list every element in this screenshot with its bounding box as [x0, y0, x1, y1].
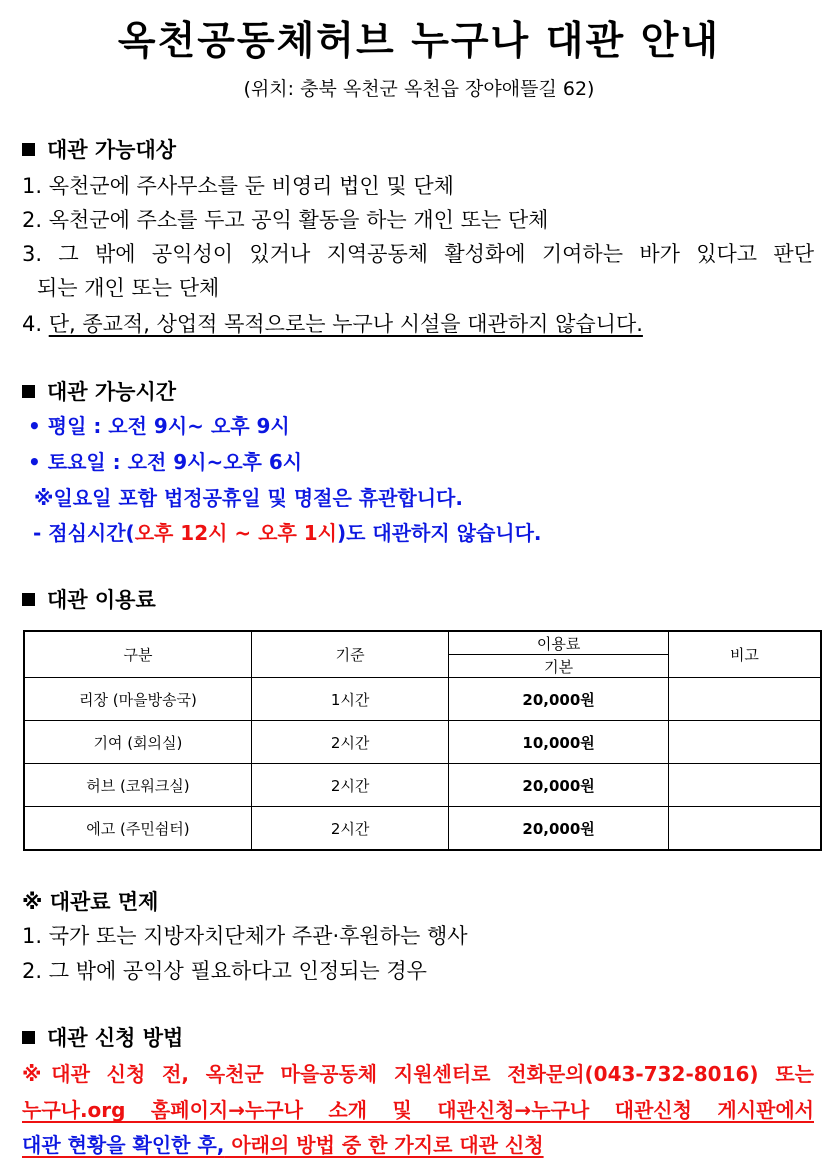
- section-exemption-heading: ※ 대관료 면제: [22, 890, 159, 914]
- lunch-text-b: )도 대관하지 않습니다.: [336, 521, 542, 545]
- application-line-1: ※대관 신청 전, 옥천군 마을공동체 지원센터로 전화문의(043-732-8016) 또는: [22, 1062, 814, 1086]
- cell-basis: 2시간: [251, 764, 448, 807]
- cell-fee: 20,000원: [449, 764, 669, 807]
- cell-basis: 2시간: [251, 807, 448, 851]
- square-bullet-icon: [22, 593, 35, 606]
- cell-note: [668, 807, 821, 851]
- section-application-heading: [22, 1022, 183, 1052]
- eligibility-item-1: 1. 옥천군에 주사무소를 둔 비영리 법인 및 단체: [22, 174, 454, 198]
- eligibility-item-2: 2. 옥천군에 주소를 두고 공익 활동을 하는 개인 또는 단체: [22, 208, 549, 232]
- table-row: [24, 721, 821, 764]
- cell-fee: 10,000원: [449, 721, 669, 764]
- eligibility-item-3-cont: 되는 개인 또는 단체: [37, 276, 220, 300]
- cell-note: [668, 721, 821, 764]
- header-fee-basic: 기본: [449, 655, 669, 678]
- cell-basis: 2시간: [251, 721, 448, 764]
- section-eligibility-heading: [22, 134, 176, 164]
- lunch-time-range: 오후 12시 ~ 오후 1시: [134, 521, 337, 545]
- lunch-text-a: - 점심시간(: [33, 521, 135, 545]
- section-fee-heading: [22, 584, 156, 614]
- table-header-row: [24, 631, 821, 655]
- fee-table: [23, 630, 822, 851]
- section-heading-text: 대관 이용료: [47, 588, 156, 612]
- eligibility-item-4: [22, 308, 643, 338]
- table-row: [24, 678, 821, 721]
- cell-basis: 1시간: [251, 678, 448, 721]
- cell-category: 리장 (마을방송국): [24, 678, 251, 721]
- lunch-notice: [33, 517, 542, 546]
- cell-category: 에고 (주민쉼터): [24, 807, 251, 851]
- exemption-item-2: 2. 그 밖에 공익상 필요하다고 인정되는 경우: [22, 959, 427, 983]
- header-category: 구분: [24, 631, 251, 678]
- cell-fee: 20,000원: [449, 678, 669, 721]
- header-basis: 기준: [251, 631, 448, 678]
- cell-fee: 20,000원: [449, 807, 669, 851]
- application-method-text: 아래의 방법 중 한 가지로 대관 신청: [224, 1133, 544, 1157]
- header-note: 비고: [668, 631, 821, 678]
- location-subtitle: (위치: 충북 옥천군 옥천읍 장야애뜰길 62): [243, 78, 595, 100]
- item-number: 4.: [22, 312, 49, 336]
- section-heading-text: 대관 신청 방법: [47, 1026, 184, 1050]
- exemption-item-1: 1. 국가 또는 지방자치단체가 주관·후원하는 행사: [22, 924, 468, 948]
- square-bullet-icon: [22, 1031, 35, 1044]
- application-line-2: 누구나.org 홈페이지→누구나 소개 및 대관신청→누구나 대관신청 게시판에서: [22, 1098, 814, 1122]
- status-check-text: 대관 현황을 확인한 후,: [22, 1133, 225, 1157]
- section-hours-heading: [22, 376, 176, 406]
- square-bullet-icon: [22, 143, 35, 156]
- cell-category: 허브 (코워크실): [24, 764, 251, 807]
- cell-note: [668, 678, 821, 721]
- holiday-closed-notice: ※일요일 포함 법정공휴일 및 명절은 휴관합니다.: [34, 486, 463, 510]
- section-heading-text: 대관 가능대상: [47, 138, 177, 162]
- page-title: 옥천공동체허브 누구나 대관 안내: [117, 19, 721, 64]
- cell-note: [668, 764, 821, 807]
- saturday-hours: • 토요일 : 오전 9시~오후 6시: [28, 450, 303, 474]
- weekday-hours: • 평일 : 오전 9시~ 오후 9시: [28, 414, 290, 438]
- cell-category: 기여 (회의실): [24, 721, 251, 764]
- section-heading-text: 대관 가능시간: [47, 380, 177, 404]
- eligibility-item-3: 3. 그 밖에 공익성이 있거나 지역공동체 활성화에 기여하는 바가 있다고 판단: [22, 242, 814, 266]
- header-fee: 이용료: [449, 631, 669, 655]
- application-line-3: [22, 1129, 544, 1158]
- table-row: [24, 764, 821, 807]
- table-row: [24, 807, 821, 851]
- eligibility-restriction: 단, 종교적, 상업적 목적으로는 누구나 시설을 대관하지 않습니다.: [48, 312, 643, 336]
- square-bullet-icon: [22, 385, 35, 398]
